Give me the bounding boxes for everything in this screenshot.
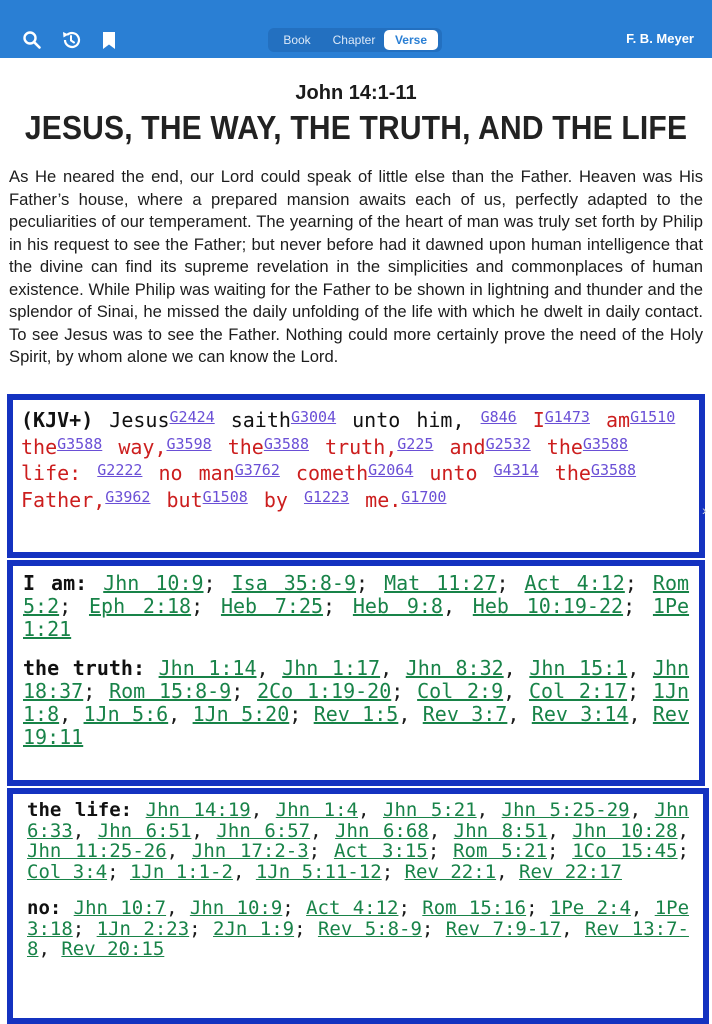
strongs-link[interactable]: G2532	[485, 434, 531, 453]
verse-word: the	[546, 434, 583, 459]
cross-reference-link[interactable]: 2Co 1:19-20	[257, 679, 392, 703]
cross-reference-link[interactable]: Rev 3:14	[531, 702, 629, 726]
cross-reference-link[interactable]: Rev 1:5	[313, 702, 399, 726]
strongs-link[interactable]: G3588	[590, 461, 637, 479]
version-label: (KJV+)	[21, 408, 94, 432]
cross-reference-link[interactable]: Jhn 10:9	[189, 897, 283, 919]
cross-reference-link[interactable]: Rom 5:21	[453, 840, 547, 862]
commentary-text: As He neared the end, our Lord could speak of little else than the Father. Heaven was His Father’s house, where a prepared mansion awaits each of us, perfectly adapted to the peculiarities of our temperament. The yearning of the heart of man was truly set forth by Philip in his request to see the Father; but never before had it dawned upon human intelligence that the divine can find its supreme revelation in the simplicities and commonplaces of human existence. While Philip was waiting for the Father to be shown in lightning and thunder and the splendor of Sinai, he missed the daily unfolding of the life with which he dwelt in daily contact. To see Jesus was to see the Father. Nothing could more certainly prove the need of the Holy Spirit, by whom alone we can know the Lord.	[9, 167, 703, 366]
strongs-link[interactable]: G2424	[169, 408, 215, 426]
cross-reference-link[interactable]: Heb 7:25	[220, 594, 324, 618]
cross-reference-link[interactable]: 1Jn 2:23	[96, 917, 190, 940]
separator: ;	[107, 860, 119, 883]
cross-reference-link[interactable]: Jhn 5:21	[383, 799, 477, 821]
separator: ;	[381, 860, 394, 883]
separator: ,	[629, 799, 642, 821]
cross-reference-link[interactable]: 1Co 15:45	[572, 840, 678, 862]
separator: ;	[391, 679, 404, 703]
separator: ,	[561, 917, 573, 940]
verse-word: unto	[429, 461, 478, 485]
cross-reference-label: I am:	[23, 571, 88, 595]
separator: ,	[503, 679, 516, 703]
segment-book[interactable]: Book	[283, 33, 311, 47]
separator: ;	[308, 840, 321, 862]
separator: ;	[624, 571, 637, 595]
cross-reference-link[interactable]: Jhn 8:32	[405, 656, 504, 680]
cross-reference-link[interactable]: Col 2:9	[417, 679, 504, 703]
scope-segmented-control	[268, 28, 442, 52]
separator: ;	[427, 840, 440, 862]
strongs-link[interactable]: G225	[397, 434, 434, 453]
segment-chapter[interactable]: Chapter	[332, 33, 376, 47]
verse-word: am	[605, 408, 631, 432]
cross-reference-link[interactable]: Rev 3:7	[422, 702, 508, 726]
cross-reference-link[interactable]: 2Jn 1:9	[213, 917, 295, 940]
verse-word: the	[554, 461, 591, 485]
cross-reference-link[interactable]: Rom 5:2	[23, 571, 690, 618]
separator: ,	[503, 656, 516, 680]
separator: ,	[357, 799, 370, 821]
cross-reference-label: the life:	[27, 799, 133, 821]
separator: ,	[507, 702, 520, 726]
cross-reference-link[interactable]: Heb 10:19-22	[472, 594, 624, 618]
cross-reference-list	[23, 572, 689, 749]
cross-reference-link[interactable]: 1Pe 2:4	[549, 897, 631, 919]
cross-reference-label: the truth:	[23, 656, 145, 680]
cross-reference-link[interactable]: Jhn 6:57	[216, 819, 311, 842]
separator: ,	[496, 860, 508, 883]
cross-reference-link[interactable]: Act 3:15	[333, 840, 428, 862]
verse-word: truth,	[325, 434, 398, 459]
separator: ,	[250, 799, 263, 821]
verse-word: Father,	[21, 487, 106, 512]
cross-reference-link[interactable]: Rev 19:11	[23, 702, 689, 749]
verse-word: saith	[230, 408, 291, 432]
cross-reference-link[interactable]: Mat 11:27	[384, 571, 497, 595]
separator: ,	[310, 819, 322, 842]
separator: ;	[294, 917, 306, 940]
strongs-link[interactable]: G3588	[582, 434, 629, 453]
cross-reference-link[interactable]: Jhn 10:9	[103, 571, 204, 595]
verse-word: but	[166, 487, 203, 512]
strongs-link[interactable]: G1510	[630, 408, 676, 426]
separator: ,	[256, 656, 269, 680]
cross-reference-link[interactable]: Jhn 10:7	[73, 897, 167, 919]
separator: ;	[83, 679, 96, 703]
separator: ,	[398, 702, 411, 726]
strongs-link[interactable]: G3962	[105, 487, 151, 506]
cross-reference-link[interactable]: 1Jn 5:6	[83, 702, 169, 726]
strongs-link[interactable]: G4314	[493, 461, 539, 479]
cross-reference-link[interactable]: Jhn 6:68	[335, 819, 429, 842]
separator: ,	[630, 897, 643, 919]
separator: ,	[38, 938, 50, 960]
cross-reference-group	[27, 800, 689, 882]
strongs-link[interactable]: G2064	[368, 461, 414, 479]
separator: ;	[59, 594, 72, 618]
verse-text	[21, 406, 691, 512]
chevron-right-icon[interactable]: ›	[702, 502, 707, 518]
cross-reference-link[interactable]: Rom 15:8-9	[109, 679, 232, 703]
separator: ;	[72, 917, 85, 940]
separator: ;	[496, 571, 509, 595]
cross-reference-link[interactable]: 1Pe 3:18	[27, 897, 690, 940]
cross-reference-link[interactable]: Rev 22:1	[404, 860, 497, 883]
separator: ,	[380, 656, 393, 680]
cross-reference-link[interactable]: Rev 13:7-8	[27, 917, 689, 960]
separator: ,	[547, 819, 559, 842]
cross-reference-link[interactable]: 1Jn 1:8	[23, 679, 690, 726]
verse-word: unto him,	[352, 408, 465, 432]
strongs-link[interactable]: G1473	[544, 408, 590, 426]
separator: ;	[191, 594, 204, 618]
strongs-link[interactable]: G3762	[234, 461, 280, 479]
separator: ;	[231, 679, 244, 703]
separator: ;	[323, 594, 336, 618]
verse-word: way,	[118, 434, 167, 459]
strongs-link[interactable]: G1700	[401, 487, 447, 506]
strongs-link[interactable]: G1508	[202, 487, 248, 506]
separator: ;	[526, 897, 538, 919]
history-icon[interactable]	[59, 28, 83, 52]
cross-reference-link[interactable]: Rev 5:8-9	[317, 917, 422, 940]
verse-word: and	[449, 434, 486, 459]
separator: ;	[421, 917, 434, 940]
cross-reference-link[interactable]: Eph 2:18	[88, 594, 192, 618]
cross-reference-link[interactable]: Heb 9:8	[352, 594, 443, 618]
cross-reference-list	[27, 800, 689, 960]
separator: ;	[546, 840, 559, 862]
verse-panel	[7, 394, 705, 558]
separator: ,	[627, 656, 640, 680]
cross-reference-link[interactable]: Jhn 5:25-29	[501, 799, 630, 821]
strongs-link[interactable]: G3588	[263, 434, 309, 453]
separator: ,	[476, 799, 489, 821]
verse-word: I	[532, 408, 545, 432]
passage-reference: John 14:1-11	[295, 82, 417, 104]
cross-reference-label: no:	[27, 897, 62, 919]
strongs-link[interactable]: G2222	[97, 461, 143, 479]
cross-reference-link[interactable]: 1Jn 5:11-12	[255, 860, 382, 883]
strongs-link[interactable]: G3004	[290, 408, 337, 426]
separator: ,	[191, 819, 203, 842]
cross-reference-link[interactable]: Act 4:12	[306, 897, 399, 919]
cross-reference-link[interactable]: 1Jn 5:20	[192, 702, 290, 726]
separator: ;	[623, 594, 636, 618]
cross-reference-link[interactable]: Isa 35:8-9	[231, 571, 356, 595]
separator: ,	[168, 702, 181, 726]
separator: ,	[59, 702, 72, 726]
cross-reference-group	[27, 898, 689, 960]
cross-reference-panel-1	[7, 560, 705, 786]
verse-word: no man	[158, 461, 235, 485]
cross-reference-panel-2	[7, 788, 709, 1024]
cross-reference-link[interactable]: Jhn 1:17	[282, 656, 381, 680]
bookmark-icon[interactable]	[97, 28, 121, 52]
cross-reference-link[interactable]: Jhn 1:14	[158, 656, 257, 680]
cross-reference-link[interactable]: Rev 20:15	[61, 938, 165, 960]
cross-reference-group	[23, 572, 689, 641]
separator: ;	[398, 897, 410, 919]
verse-word: Jesus	[109, 408, 170, 432]
separator: ;	[677, 840, 689, 862]
cross-reference-link[interactable]: Jhn 6:51	[97, 819, 192, 842]
separator: ,	[72, 819, 85, 842]
cross-reference-link[interactable]: Jhn 8:51	[453, 819, 548, 842]
cross-reference-link[interactable]: Jhn 14:19	[145, 799, 251, 821]
separator: ,	[166, 840, 179, 862]
separator: ;	[289, 702, 302, 726]
verse-word: by	[263, 487, 288, 512]
separator: ;	[356, 571, 369, 595]
cross-reference-link[interactable]: Col 2:17	[528, 679, 628, 703]
separator: ,	[628, 702, 641, 726]
cross-reference-link[interactable]: Rev 22:17	[519, 860, 622, 883]
cross-reference-link[interactable]: Rom 15:16	[422, 897, 527, 919]
cross-reference-link[interactable]: 1Pe 1:21	[23, 594, 690, 641]
verse-word: the	[227, 434, 264, 459]
cross-reference-link[interactable]: Jhn 10:28	[572, 819, 678, 842]
cross-reference-group	[23, 657, 689, 749]
cross-reference-link[interactable]: Jhn 6:33	[27, 799, 689, 842]
separator: ;	[203, 571, 216, 595]
separator: ,	[428, 819, 441, 842]
separator: ;	[282, 897, 294, 919]
verse-word: me.	[365, 487, 402, 512]
verse-word: the	[21, 434, 58, 459]
cross-reference-link[interactable]: Jhn 1:4	[275, 799, 358, 821]
cross-reference-link[interactable]: Act 4:12	[524, 571, 625, 595]
top-toolbar	[0, 0, 712, 58]
separator: ;	[189, 917, 201, 940]
verse-word: life:	[21, 461, 82, 485]
strongs-link[interactable]: G846	[480, 408, 517, 426]
strongs-link[interactable]: G3598	[166, 434, 212, 453]
separator: ,	[442, 594, 455, 618]
author-button[interactable]: F. B. Meyer	[626, 31, 694, 46]
cross-reference-link[interactable]: 1Jn 1:1-2	[129, 860, 233, 883]
segment-verse[interactable]: Verse	[384, 30, 438, 50]
strongs-link[interactable]: G1223	[303, 487, 350, 506]
cross-reference-link[interactable]: Jhn 18:37	[23, 656, 690, 703]
cross-reference-link[interactable]: Rev 7:9-17	[445, 917, 562, 940]
separator: ;	[627, 679, 640, 703]
cross-reference-link[interactable]: Col 3:4	[27, 860, 108, 883]
strongs-link[interactable]: G3588	[57, 434, 103, 453]
separator: ,	[232, 860, 245, 883]
cross-reference-link[interactable]: Jhn 11:25-26	[27, 840, 167, 862]
search-icon[interactable]	[20, 28, 44, 52]
cross-reference-link[interactable]: Jhn 15:1	[529, 656, 628, 680]
cross-reference-link[interactable]: Jhn 17:2-3	[191, 840, 309, 862]
separator: ,	[677, 819, 689, 842]
passage-title: JESUS, THE WAY, THE TRUTH, AND THE LIFE	[24, 109, 688, 147]
verse-word: cometh	[295, 461, 369, 485]
separator: ,	[166, 897, 178, 919]
